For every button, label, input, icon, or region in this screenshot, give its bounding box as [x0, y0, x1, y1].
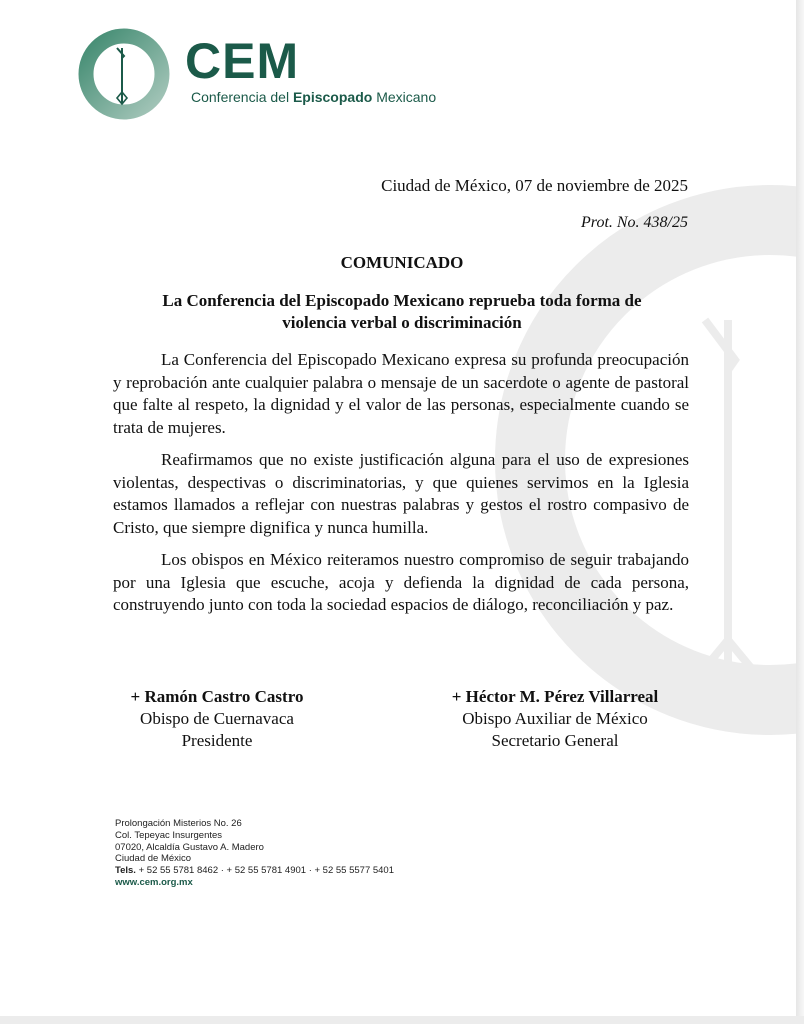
body-paragraph-3: Los obispos en México reiteramos nuestro compromiso de seguir trabajando por una Iglesia que escuche, acoja y defienda la dignidad de cada persona, construyendo junto con toda la sociedad espacios de diálogo, reconciliación y paz. — [113, 550, 689, 614]
signer-role: Obispo de Cuernavaca — [140, 709, 294, 728]
page-edge-shadow — [796, 0, 804, 1024]
signer-title: Secretario General — [491, 731, 619, 750]
address-line: Ciudad de México — [115, 853, 192, 865]
protocol-number: Prot. No. 438/25 — [581, 214, 688, 231]
website-link[interactable]: www.cem.org.mx — [115, 876, 193, 888]
cem-logo-icon — [76, 26, 176, 121]
signer-name: + Héctor M. Pérez Villarreal — [451, 687, 659, 706]
address-line: Prolongación Misterios No. 26 — [115, 818, 242, 829]
signature-secretary — [425, 686, 685, 752]
logo-subtitle: Conferencia del Episcopado Mexicano — [191, 89, 437, 105]
footer-address-block — [115, 818, 394, 889]
date-line: Ciudad de México, 07 de noviembre de 2025 — [381, 176, 688, 195]
body-paragraph-2: Reafirmamos que no existe justificación alguna para el uso de expresiones violentas, despectivas o discriminatorias, y que quienes servimos en la Iglesia estamos llamados a reflejar con nuestras palabras y gestos el rostro compasivo de Cristo, que siempre dignifica y nunca humilla. — [113, 450, 689, 537]
document-subtitle: La Conferencia del Episcopado Mexicano reprueba toda forma de violencia verbal o discriminación — [162, 291, 642, 332]
body-paragraph-1: La Conferencia del Episcopado Mexicano expresa su profunda preocupación y reprobación ante cualquier palabra o mensaje de un sacerdote o agente de pastoral que falte al respeto, la dignidad y el valor de las personas, especialmente cuando se trata de mujeres. — [113, 350, 689, 437]
signer-name: + Ramón Castro Castro — [130, 687, 304, 706]
page-bottom-edge — [0, 1016, 804, 1024]
document-title: COMUNICADO — [340, 253, 464, 272]
address-line: 07020, Alcaldía Gustavo A. Madero — [115, 841, 264, 853]
phone-numbers: Tels. + 52 55 5781 8462 · + 52 55 5781 4901 · + 52 55 5577 5401 — [115, 865, 394, 877]
address-line: Col. Tepeyac Insurgentes — [115, 829, 223, 841]
logo-abbreviation: CEM — [185, 33, 300, 89]
signer-role: Obispo Auxiliar de México — [462, 709, 648, 728]
signature-president — [112, 686, 322, 752]
signer-title: Presidente — [181, 731, 253, 750]
